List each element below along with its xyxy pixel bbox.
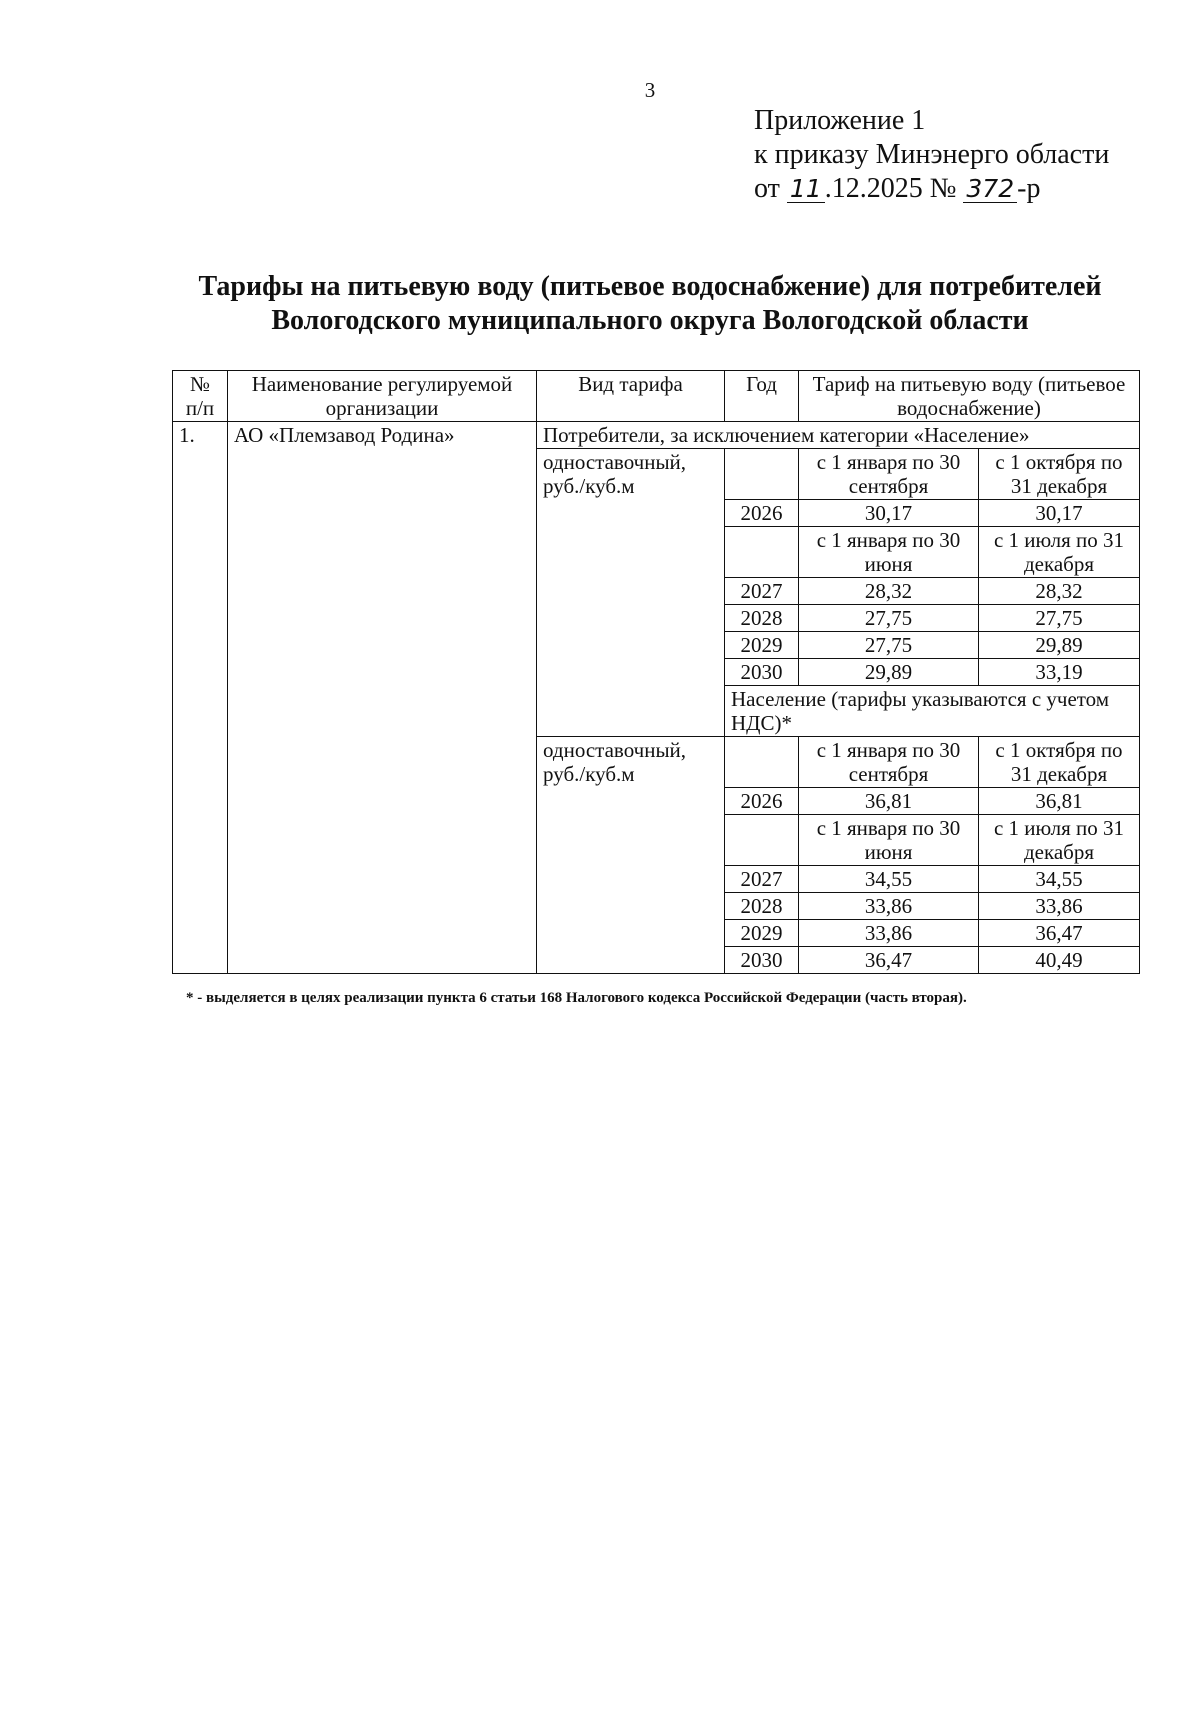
document-title: [0, 270, 1200, 338]
rate-period-2: 34,55: [979, 866, 1140, 893]
rate-period-2: 33,86: [979, 893, 1140, 920]
rate-period-1: 30,17: [799, 500, 979, 527]
row-number-cell: 1.: [173, 422, 228, 974]
rate-period-1: 36,47: [799, 947, 979, 974]
period-2-label: с 1 октября по 31 декабря: [979, 449, 1140, 500]
rate-period-2: 27,75: [979, 605, 1140, 632]
header-rate: Тариф на питьевую воду (питьевое водоснабжение): [799, 371, 1140, 422]
page-number: 3: [644, 78, 656, 102]
handwritten-order-number: 372: [963, 176, 1017, 203]
period-1-label: с 1 января по 30 сентября: [799, 737, 979, 788]
year-cell: 2026: [725, 500, 799, 527]
rate-period-1: 36,81: [799, 788, 979, 815]
title-line-2: Вологодского муниципального округа Вологодской области: [271, 305, 1029, 336]
order-number-suffix: -р: [1017, 173, 1041, 204]
rate-period-1: 28,32: [799, 578, 979, 605]
rate-period-1: 33,86: [799, 893, 979, 920]
rate-period-2: 33,19: [979, 659, 1140, 686]
handwritten-day: 11: [787, 176, 825, 203]
year-cell: 2027: [725, 578, 799, 605]
rate-period-2: 30,17: [979, 500, 1140, 527]
year-empty-cell: [725, 527, 799, 578]
period-1-label: с 1 января по 30 июня: [799, 815, 979, 866]
section-row: [173, 422, 1140, 449]
rate-period-2: 28,32: [979, 578, 1140, 605]
rate-period-2: 36,47: [979, 920, 1140, 947]
year-cell: 2030: [725, 659, 799, 686]
rate-period-2: 36,81: [979, 788, 1140, 815]
title-line-1: Тарифы на питьевую воду (питьевое водоснабжение) для потребителей: [198, 271, 1102, 302]
header-num: № п/п: [173, 371, 228, 422]
rate-period-1: 29,89: [799, 659, 979, 686]
section-title: Потребители, за исключением категории «Население»: [537, 422, 1140, 449]
appendix-date-line: [754, 172, 1109, 206]
table-header-row: [173, 371, 1140, 422]
period-2-label: с 1 июля по 31 декабря: [979, 815, 1140, 866]
period-2-label: с 1 октября по 31 декабря: [979, 737, 1140, 788]
period-1-label: с 1 января по 30 июня: [799, 527, 979, 578]
rate-period-1: 27,75: [799, 632, 979, 659]
header-organization: Наименование регулируемой организации: [228, 371, 537, 422]
section-title: Население (тарифы указываются с учетом НДС)*: [725, 686, 1140, 737]
rate-period-1: 34,55: [799, 866, 979, 893]
year-cell: 2028: [725, 893, 799, 920]
appendix-order-ref: к приказу Минэнерго области: [754, 139, 1110, 170]
year-empty-cell: [725, 815, 799, 866]
year-empty-cell: [725, 449, 799, 500]
header-year: Год: [725, 371, 799, 422]
rate-period-1: 33,86: [799, 920, 979, 947]
period-2-label: с 1 июля по 31 декабря: [979, 527, 1140, 578]
period-1-label: с 1 января по 30 сентября: [799, 449, 979, 500]
date-rest: .12.2025 №: [824, 173, 957, 204]
appendix-header: [754, 104, 1109, 206]
tariff-type-cell: одноставочный, руб./куб.м: [537, 449, 725, 737]
year-empty-cell: [725, 737, 799, 788]
rate-period-2: 29,89: [979, 632, 1140, 659]
date-prefix: от: [754, 173, 780, 204]
year-cell: 2029: [725, 920, 799, 947]
footnote: * - выделяется в целях реализации пункта 6 статьи 168 Налогового кодекса Российской Федерации (часть вторая).: [186, 990, 967, 1006]
header-tariff-type: Вид тарифа: [537, 371, 725, 422]
year-cell: 2026: [725, 788, 799, 815]
appendix-title: Приложение 1: [754, 105, 926, 136]
year-cell: 2030: [725, 947, 799, 974]
rate-period-1: 27,75: [799, 605, 979, 632]
year-cell: 2027: [725, 866, 799, 893]
year-cell: 2028: [725, 605, 799, 632]
organization-cell: АО «Племзавод Родина»: [228, 422, 537, 974]
year-cell: 2029: [725, 632, 799, 659]
rate-period-2: 40,49: [979, 947, 1140, 974]
tariff-table: [172, 370, 1140, 974]
tariff-type-cell: одноставочный, руб./куб.м: [537, 737, 725, 974]
